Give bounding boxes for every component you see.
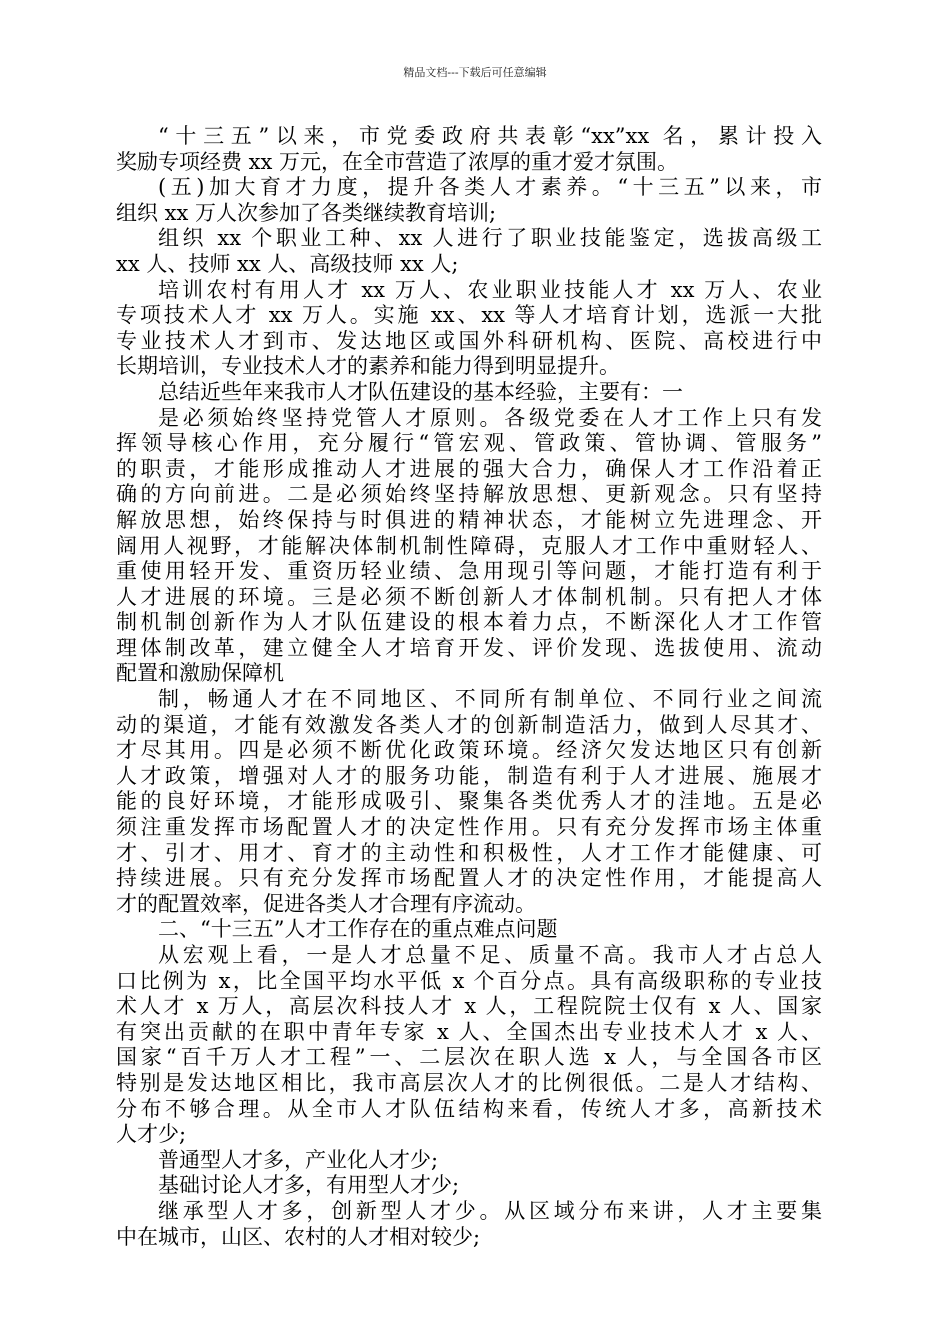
paragraph-line: 奖励专项经费 xx 万元，在全市营造了浓厚的重才爱才氛围。 [116,149,679,174]
paragraph-line: 培训农村有用人才 xx 万人、农业职业技能人才 xx 万人、农业 [158,277,822,302]
paragraph [116,917,822,943]
document-body [116,124,822,1250]
paragraph [116,124,822,175]
paragraph [116,687,822,917]
paragraph-line: 须注重发挥市场配置人才的决定性作用。只有充分发挥市场主体重 [116,815,822,840]
paragraph-line: 制机制创新作为人才队伍建设的根本着力点，不断深化人才工作管 [116,610,822,635]
paragraph [116,1173,822,1199]
paragraph-line: 术人才 x 万人，高层次科技人才 x 人，工程院院士仅有 x 人、国家 [116,994,822,1019]
paragraph-line: 是必须始终坚持党管人才原则。各级党委在人才工作上只有发 [158,405,822,430]
paragraph-line: 专业技术人才到市、发达地区或国外科研机构、医院、高校进行中 [116,328,822,353]
paragraph-line: 人才进展的环境。三是必须不断创新人才体制机制。只有把人才体 [116,584,822,609]
paragraph-line: 继承型人才多，创新型人才少。从区域分布来讲，人才主要集 [158,1198,822,1223]
paragraph-line: 普通型人才多，产业化人才少; [158,1147,439,1172]
paragraph-line: 国家“百千万人才工程”一、二层次在职人选 x 人，与全国各市区 [116,1045,822,1070]
paragraph-line: 人才少; [116,1122,187,1147]
paragraph-line: 制，畅通人才在不同地区、不同所有制单位、不同行业之间流 [158,687,822,712]
paragraph-line: 能的良好环境，才能形成吸引、聚集各类优秀人才的洼地。五是必 [116,789,822,814]
paragraph [116,943,822,1148]
paragraph-line: 挥领导核心作用，充分履行“管宏观、管政策、管协调、管服务” [116,431,822,456]
paragraph-line: 专项技术人才 xx 万人。实施 xx、xx 等人才培育计划，选派一大批 [116,303,822,328]
paragraph-line: 长期培训，专业技术人才的素养和能力得到明显提升。 [116,354,620,379]
paragraph-line: 人才政策，增强对人才的服务功能，制造有利于人才进展、施展才 [116,763,822,788]
paragraph-line: 才、引才、用才、育才的主动性和积极性，人才工作才能健康、可 [116,840,822,865]
paragraph [116,175,822,226]
paragraph-line: 阔用人视野，才能解决体制机制性障碍，克服人才工作中重财轻人、 [116,533,822,558]
paragraph [116,278,822,380]
paragraph-line: 配置和激励保障机 [116,661,284,686]
paragraph-line: 理体制改革，建立健全人才培育开发、评价发现、选拔使用、流动 [116,635,822,660]
paragraph-line: 才的配置效率，促进各类人才合理有序流动。 [116,891,536,916]
paragraph-line: 动的渠道，才能有效激发各类人才的创新制造活力，做到人尽其才、 [116,712,822,737]
paragraph-line: 中在城市，山区、农村的人才相对较少; [116,1224,481,1249]
paragraph-line: 口比例为 x，比全国平均水平低 x 个百分点。具有高级职称的专业技 [116,968,822,993]
paragraph-line: 分布不够合理。从全市人才队伍结构来看，传统人才多，高新技术 [116,1096,822,1121]
paragraph-line: 持续进展。只有充分发挥市场配置人才的决定性作用，才能提高人 [116,866,822,891]
paragraph-line: 重使用轻开发、重资历轻业绩、急用现引等问题，才能打造有利于 [116,559,822,584]
paragraph-line: 有突出贡献的在职中青年专家 x 人、全国杰出专业技术人才 x 人、 [116,1019,822,1044]
paragraph-line: 才尽其用。四是必须不断优化政策环境。经济欠发达地区只有创新 [116,738,822,763]
paragraph-line: 的职责，才能形成推动人才进展的强大合力，确保人才工作沿着正 [116,456,822,481]
paragraph [116,1148,822,1174]
paragraph-line: 组织 xx 万人次参加了各类继续教育培训; [116,200,497,225]
paragraph-line: (五)加大育才力度，提升各类人才素养。“十三五”以来，市 [158,175,822,200]
paragraph-line: 二、“十三五”人才工作存在的重点难点问题 [158,917,558,942]
paragraph [116,406,822,688]
paragraph-line: 基础讨论人才多，有用型人才少; [158,1173,460,1198]
paragraph-line: xx 人、技师 xx 人、高级技师 xx 人; [116,251,459,276]
page-header: 精品文档---下载后可任意编辑 [403,66,547,79]
paragraph [116,380,822,406]
paragraph-line: 解放思想，始终保持与时俱进的精神状态，才能树立先进理念、开 [116,507,822,532]
paragraph-line: 从宏观上看，一是人才总量不足、质量不高。我市人才占总人 [158,943,822,967]
paragraph-line: 确的方向前进。二是必须始终坚持解放思想、更新观念。只有坚持 [116,482,822,507]
paragraph-line: 总结近些年来我市人才队伍建设的基本经验，主要有：一 [158,379,683,404]
paragraph-line: 组织 xx 个职业工种、xx 人进行了职业技能鉴定，选拔高级工 [158,226,822,251]
paragraph [116,1199,822,1250]
paragraph-line: “十三五”以来，市党委政府共表彰“xx”xx 名，累计投入 [158,124,822,148]
paragraph [116,226,822,277]
paragraph-line: 特别是发达地区相比，我市高层次人才的比例很低。二是人才结构、 [116,1070,822,1095]
